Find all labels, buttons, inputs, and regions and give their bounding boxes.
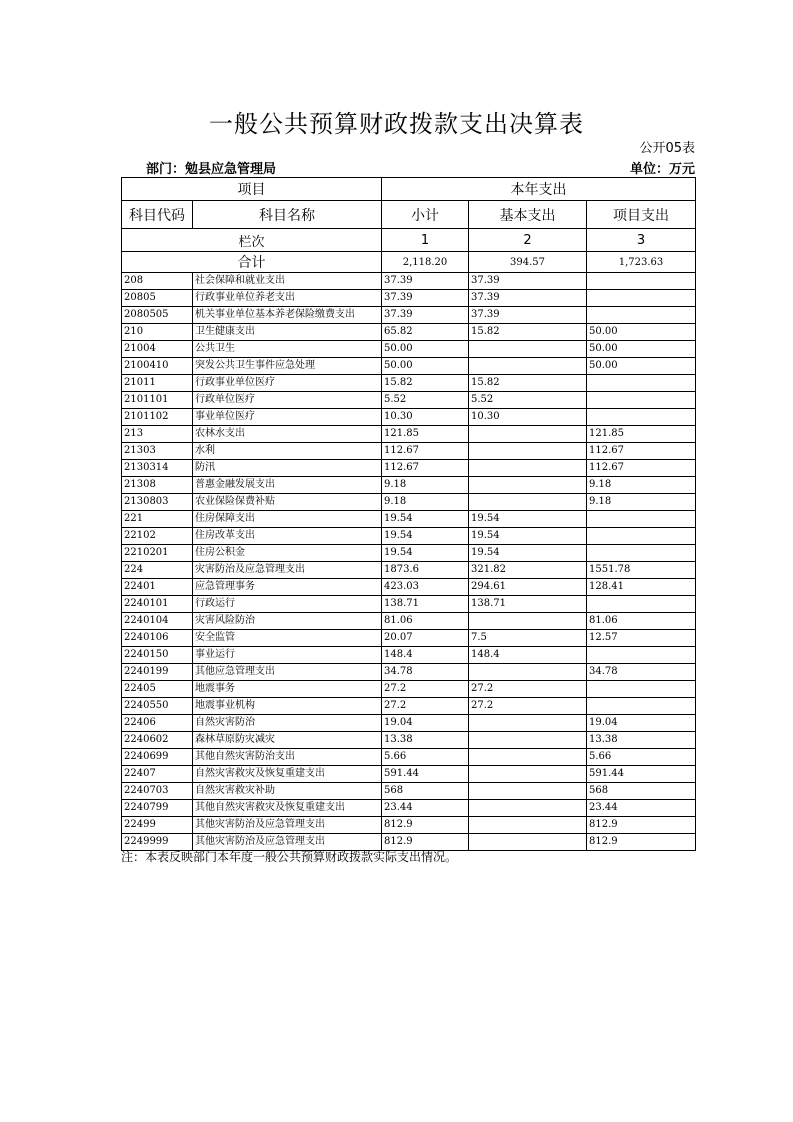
cell-basic bbox=[469, 834, 587, 851]
table-row bbox=[122, 511, 696, 528]
cell-basic: 148.4 bbox=[469, 647, 587, 664]
cell-project: 812.9 bbox=[587, 834, 696, 851]
cell-name: 突发公共卫生事件应急处理 bbox=[193, 358, 382, 375]
cell-name: 行政单位医疗 bbox=[193, 392, 382, 409]
table-row bbox=[122, 460, 696, 477]
cell-subtotal: 20.07 bbox=[382, 630, 469, 647]
table-row bbox=[122, 732, 696, 749]
cell-subtotal: 37.39 bbox=[382, 307, 469, 324]
cell-code: 21303 bbox=[122, 443, 193, 460]
cell-subtotal: 112.67 bbox=[382, 443, 469, 460]
cell-code: 22406 bbox=[122, 715, 193, 732]
table-row bbox=[122, 817, 696, 834]
cell-basic: 138.71 bbox=[469, 596, 587, 613]
table-row bbox=[122, 681, 696, 698]
table-row bbox=[122, 443, 696, 460]
cell-basic bbox=[469, 749, 587, 766]
cell-name: 其他灾害防治及应急管理支出 bbox=[193, 834, 382, 851]
cell-name: 卫生健康支出 bbox=[193, 324, 382, 341]
cell-code: 2240550 bbox=[122, 698, 193, 715]
table-row bbox=[122, 698, 696, 715]
cell-project bbox=[587, 375, 696, 392]
cell-subtotal: 19.04 bbox=[382, 715, 469, 732]
cell-name: 农林水支出 bbox=[193, 426, 382, 443]
cell-project: 1551.78 bbox=[587, 562, 696, 579]
cell-code: 21308 bbox=[122, 477, 193, 494]
cell-project bbox=[587, 273, 696, 290]
total-project: 1,723.63 bbox=[587, 252, 696, 273]
expense-table bbox=[121, 177, 696, 851]
table-row bbox=[122, 273, 696, 290]
cell-name: 安全监管 bbox=[193, 630, 382, 647]
footnote: 注：本表反映部门本年度一般公共预算财政拨款实际支出情况。 bbox=[121, 850, 458, 864]
cell-project: 5.66 bbox=[587, 749, 696, 766]
header-code: 科目代码 bbox=[122, 201, 193, 229]
cell-name: 住房改革支出 bbox=[193, 528, 382, 545]
cell-project bbox=[587, 290, 696, 307]
cell-basic: 19.54 bbox=[469, 545, 587, 562]
cell-code: 2240104 bbox=[122, 613, 193, 630]
cell-code: 2249999 bbox=[122, 834, 193, 851]
cell-basic bbox=[469, 477, 587, 494]
cell-project bbox=[587, 307, 696, 324]
cell-code: 21011 bbox=[122, 375, 193, 392]
cell-project bbox=[587, 596, 696, 613]
table-row bbox=[122, 545, 696, 562]
table-row bbox=[122, 562, 696, 579]
table-row bbox=[122, 613, 696, 630]
cell-subtotal: 591.44 bbox=[382, 766, 469, 783]
cell-code: 22499 bbox=[122, 817, 193, 834]
table-row bbox=[122, 290, 696, 307]
cell-subtotal: 812.9 bbox=[382, 834, 469, 851]
table-row bbox=[122, 579, 696, 596]
cell-project bbox=[587, 681, 696, 698]
cell-code: 2240799 bbox=[122, 800, 193, 817]
cell-basic bbox=[469, 460, 587, 477]
cell-subtotal: 9.18 bbox=[382, 477, 469, 494]
cell-subtotal: 27.2 bbox=[382, 681, 469, 698]
table-row bbox=[122, 358, 696, 375]
cell-basic: 19.54 bbox=[469, 511, 587, 528]
cell-project: 23.44 bbox=[587, 800, 696, 817]
cell-name: 普惠金融发展支出 bbox=[193, 477, 382, 494]
cell-basic: 15.82 bbox=[469, 375, 587, 392]
cell-code: 2240602 bbox=[122, 732, 193, 749]
cell-basic bbox=[469, 443, 587, 460]
cell-subtotal: 19.54 bbox=[382, 511, 469, 528]
cell-subtotal: 138.71 bbox=[382, 596, 469, 613]
cell-code: 221 bbox=[122, 511, 193, 528]
cell-subtotal: 148.4 bbox=[382, 647, 469, 664]
cell-project: 13.38 bbox=[587, 732, 696, 749]
cell-project: 112.67 bbox=[587, 443, 696, 460]
cell-code: 2240106 bbox=[122, 630, 193, 647]
cell-name: 水利 bbox=[193, 443, 382, 460]
cell-name: 其他自然灾害防治支出 bbox=[193, 749, 382, 766]
cell-name: 自然灾害救灾补助 bbox=[193, 783, 382, 800]
cell-code: 2240199 bbox=[122, 664, 193, 681]
table-row bbox=[122, 766, 696, 783]
cell-code: 2101101 bbox=[122, 392, 193, 409]
cell-code: 22407 bbox=[122, 766, 193, 783]
table-row bbox=[122, 715, 696, 732]
cell-project bbox=[587, 392, 696, 409]
cell-basic bbox=[469, 817, 587, 834]
header-item: 项目 bbox=[122, 178, 382, 201]
department-label: 部门：勉县应急管理局 bbox=[146, 162, 277, 177]
cell-basic: 15.82 bbox=[469, 324, 587, 341]
cell-project: 50.00 bbox=[587, 324, 696, 341]
header-subtotal: 小计 bbox=[382, 201, 469, 229]
cell-subtotal: 13.38 bbox=[382, 732, 469, 749]
cell-subtotal: 37.39 bbox=[382, 273, 469, 290]
cell-name: 地震事业机构 bbox=[193, 698, 382, 715]
cell-project: 34.78 bbox=[587, 664, 696, 681]
cell-basic: 321.82 bbox=[469, 562, 587, 579]
cell-code: 224 bbox=[122, 562, 193, 579]
cell-subtotal: 50.00 bbox=[382, 341, 469, 358]
cell-basic: 37.39 bbox=[469, 273, 587, 290]
column-number-3: 3 bbox=[587, 229, 696, 252]
cell-basic: 10.30 bbox=[469, 409, 587, 426]
page-title: 一般公共预算财政拨款支出决算表 bbox=[209, 110, 584, 138]
cell-subtotal: 812.9 bbox=[382, 817, 469, 834]
cell-subtotal: 121.85 bbox=[382, 426, 469, 443]
cell-basic bbox=[469, 732, 587, 749]
cell-project: 50.00 bbox=[587, 358, 696, 375]
cell-code: 2240703 bbox=[122, 783, 193, 800]
cell-basic bbox=[469, 358, 587, 375]
cell-basic bbox=[469, 341, 587, 358]
cell-subtotal: 5.66 bbox=[382, 749, 469, 766]
cell-subtotal: 27.2 bbox=[382, 698, 469, 715]
unit-label: 单位：万元 bbox=[629, 162, 695, 177]
cell-project: 12.57 bbox=[587, 630, 696, 647]
table-row bbox=[122, 664, 696, 681]
cell-project: 19.04 bbox=[587, 715, 696, 732]
cell-project bbox=[587, 528, 696, 545]
total-subtotal: 2,118.20 bbox=[382, 252, 469, 273]
cell-subtotal: 15.82 bbox=[382, 375, 469, 392]
table-row bbox=[122, 596, 696, 613]
cell-project: 128.41 bbox=[587, 579, 696, 596]
table-row bbox=[122, 426, 696, 443]
cell-basic bbox=[469, 715, 587, 732]
table-row bbox=[122, 630, 696, 647]
cell-name: 农业保险保费补贴 bbox=[193, 494, 382, 511]
cell-code: 2130314 bbox=[122, 460, 193, 477]
table-row bbox=[122, 409, 696, 426]
cell-project bbox=[587, 545, 696, 562]
cell-subtotal: 23.44 bbox=[382, 800, 469, 817]
cell-subtotal: 5.52 bbox=[382, 392, 469, 409]
total-row bbox=[122, 252, 696, 273]
cell-basic: 19.54 bbox=[469, 528, 587, 545]
cell-code: 2100410 bbox=[122, 358, 193, 375]
total-label: 合计 bbox=[122, 252, 382, 273]
form-number: 公开05表 bbox=[639, 141, 695, 156]
header-current-year-expense: 本年支出 bbox=[382, 178, 696, 201]
cell-subtotal: 19.54 bbox=[382, 528, 469, 545]
cell-basic: 37.39 bbox=[469, 290, 587, 307]
cell-basic: 27.2 bbox=[469, 681, 587, 698]
cell-project: 591.44 bbox=[587, 766, 696, 783]
cell-name: 事业运行 bbox=[193, 647, 382, 664]
cell-name: 自然灾害防治 bbox=[193, 715, 382, 732]
cell-name: 地震事务 bbox=[193, 681, 382, 698]
cell-basic bbox=[469, 800, 587, 817]
column-label: 栏次 bbox=[122, 229, 382, 252]
cell-project: 9.18 bbox=[587, 494, 696, 511]
cell-code: 208 bbox=[122, 273, 193, 290]
table-row bbox=[122, 341, 696, 358]
cell-subtotal: 9.18 bbox=[382, 494, 469, 511]
cell-basic: 27.2 bbox=[469, 698, 587, 715]
cell-project: 50.00 bbox=[587, 341, 696, 358]
cell-code: 2240150 bbox=[122, 647, 193, 664]
cell-name: 行政运行 bbox=[193, 596, 382, 613]
cell-subtotal: 112.67 bbox=[382, 460, 469, 477]
cell-name: 自然灾害救灾及恢复重建支出 bbox=[193, 766, 382, 783]
cell-name: 住房保障支出 bbox=[193, 511, 382, 528]
cell-name: 森林草原防灾减灾 bbox=[193, 732, 382, 749]
cell-basic bbox=[469, 783, 587, 800]
table-row bbox=[122, 528, 696, 545]
cell-project bbox=[587, 409, 696, 426]
cell-code: 21004 bbox=[122, 341, 193, 358]
cell-name: 灾害防治及应急管理支出 bbox=[193, 562, 382, 579]
column-number-1: 1 bbox=[382, 229, 469, 252]
cell-subtotal: 568 bbox=[382, 783, 469, 800]
cell-name: 社会保障和就业支出 bbox=[193, 273, 382, 290]
cell-code: 210 bbox=[122, 324, 193, 341]
cell-name: 行政事业单位医疗 bbox=[193, 375, 382, 392]
cell-name: 其他应急管理支出 bbox=[193, 664, 382, 681]
cell-code: 2080505 bbox=[122, 307, 193, 324]
cell-basic bbox=[469, 613, 587, 630]
cell-project bbox=[587, 698, 696, 715]
table-row bbox=[122, 477, 696, 494]
cell-project: 81.06 bbox=[587, 613, 696, 630]
cell-name: 其他自然灾害救灾及恢复重建支出 bbox=[193, 800, 382, 817]
cell-code: 22405 bbox=[122, 681, 193, 698]
cell-name: 住房公积金 bbox=[193, 545, 382, 562]
header-basic: 基本支出 bbox=[469, 201, 587, 229]
cell-code: 22102 bbox=[122, 528, 193, 545]
cell-subtotal: 34.78 bbox=[382, 664, 469, 681]
cell-basic: 7.5 bbox=[469, 630, 587, 647]
cell-basic bbox=[469, 426, 587, 443]
table-row bbox=[122, 375, 696, 392]
cell-name: 公共卫生 bbox=[193, 341, 382, 358]
cell-code: 2240699 bbox=[122, 749, 193, 766]
cell-subtotal: 65.82 bbox=[382, 324, 469, 341]
cell-name: 行政事业单位养老支出 bbox=[193, 290, 382, 307]
cell-basic bbox=[469, 766, 587, 783]
table-row bbox=[122, 749, 696, 766]
cell-code: 20805 bbox=[122, 290, 193, 307]
cell-project bbox=[587, 511, 696, 528]
table-row bbox=[122, 392, 696, 409]
cell-name: 防汛 bbox=[193, 460, 382, 477]
header-name: 科目名称 bbox=[193, 201, 382, 229]
cell-subtotal: 10.30 bbox=[382, 409, 469, 426]
cell-project: 121.85 bbox=[587, 426, 696, 443]
cell-basic bbox=[469, 664, 587, 681]
cell-code: 2130803 bbox=[122, 494, 193, 511]
cell-project: 112.67 bbox=[587, 460, 696, 477]
cell-basic: 5.52 bbox=[469, 392, 587, 409]
cell-name: 灾害风险防治 bbox=[193, 613, 382, 630]
cell-subtotal: 1873.6 bbox=[382, 562, 469, 579]
cell-project: 568 bbox=[587, 783, 696, 800]
cell-name: 事业单位医疗 bbox=[193, 409, 382, 426]
total-basic: 394.57 bbox=[469, 252, 587, 273]
cell-code: 2101102 bbox=[122, 409, 193, 426]
cell-project bbox=[587, 647, 696, 664]
cell-subtotal: 37.39 bbox=[382, 290, 469, 307]
table-row bbox=[122, 647, 696, 664]
cell-subtotal: 423.03 bbox=[382, 579, 469, 596]
column-number-2: 2 bbox=[469, 229, 587, 252]
cell-subtotal: 81.06 bbox=[382, 613, 469, 630]
cell-name: 应急管理事务 bbox=[193, 579, 382, 596]
table-row bbox=[122, 307, 696, 324]
cell-basic: 37.39 bbox=[469, 307, 587, 324]
cell-code: 213 bbox=[122, 426, 193, 443]
cell-name: 其他灾害防治及应急管理支出 bbox=[193, 817, 382, 834]
table-row bbox=[122, 800, 696, 817]
table-row bbox=[122, 783, 696, 800]
cell-code: 2210201 bbox=[122, 545, 193, 562]
cell-name: 机关事业单位基本养老保险缴费支出 bbox=[193, 307, 382, 324]
cell-code: 22401 bbox=[122, 579, 193, 596]
table-row bbox=[122, 324, 696, 341]
cell-subtotal: 50.00 bbox=[382, 358, 469, 375]
header-project: 项目支出 bbox=[587, 201, 696, 229]
cell-code: 2240101 bbox=[122, 596, 193, 613]
cell-project: 9.18 bbox=[587, 477, 696, 494]
cell-basic bbox=[469, 494, 587, 511]
cell-project: 812.9 bbox=[587, 817, 696, 834]
cell-subtotal: 19.54 bbox=[382, 545, 469, 562]
cell-basic: 294.61 bbox=[469, 579, 587, 596]
table-row bbox=[122, 494, 696, 511]
